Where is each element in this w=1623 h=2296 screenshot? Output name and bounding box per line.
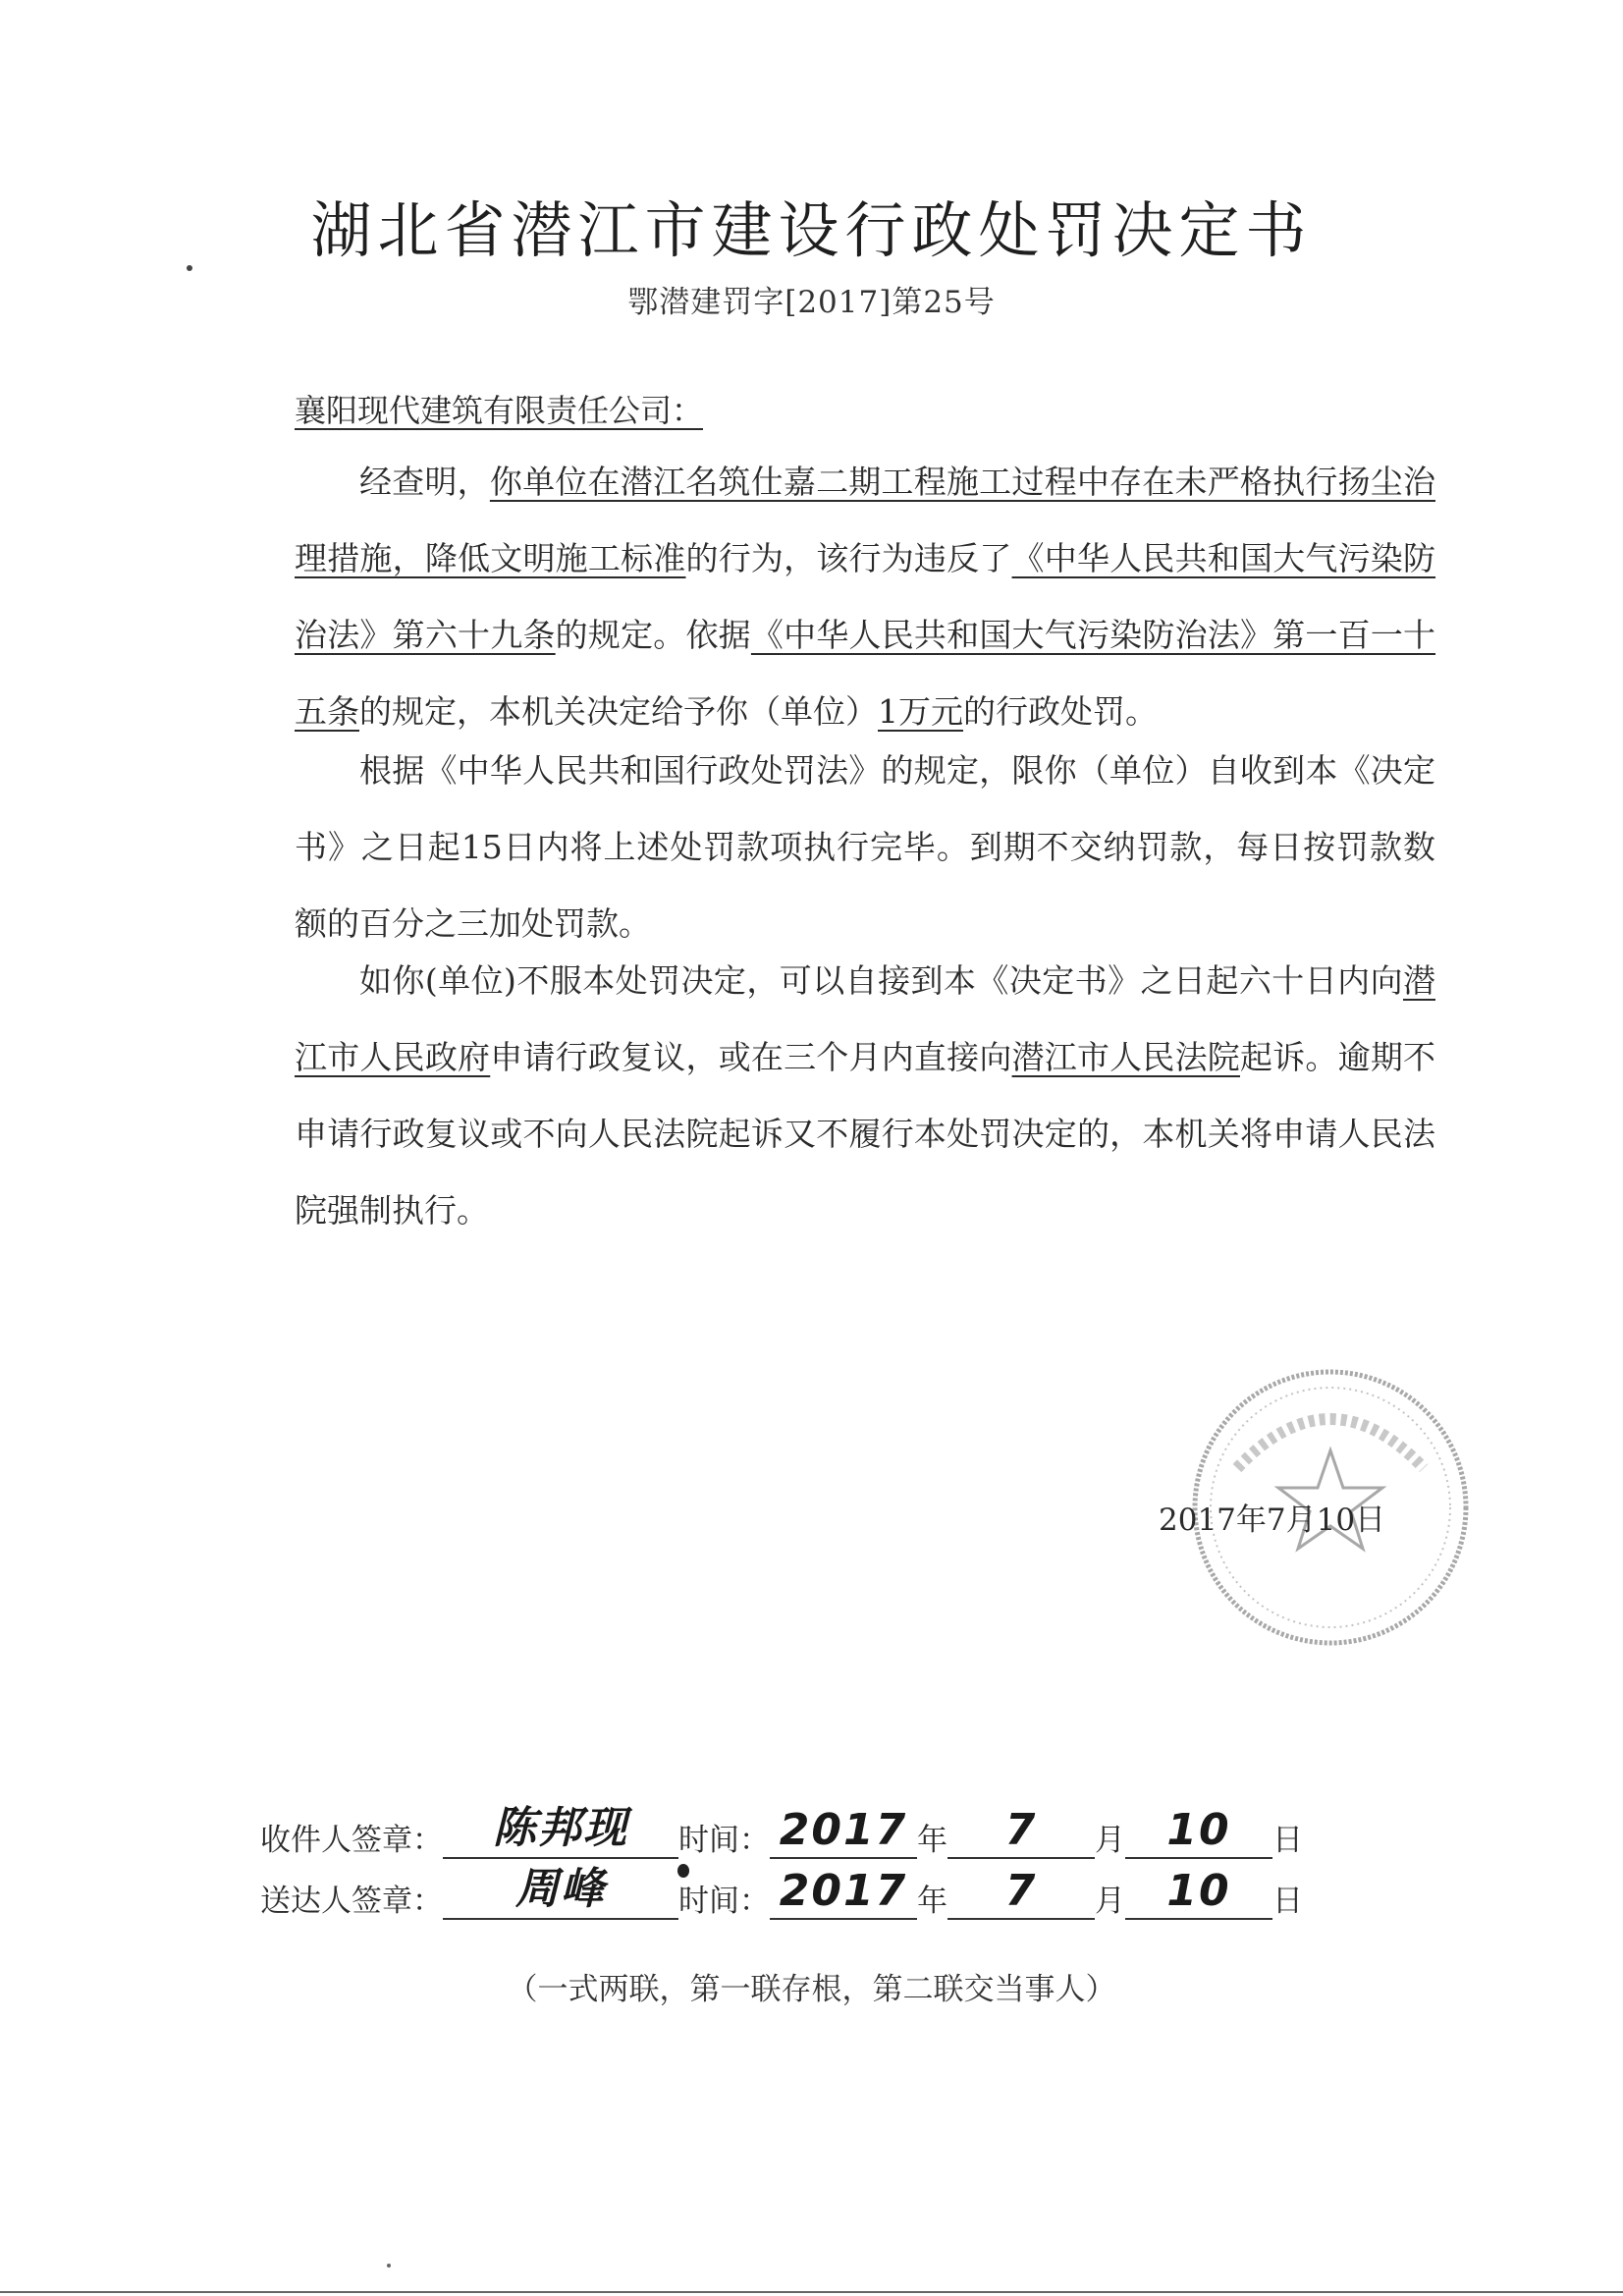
deliverer-row bbox=[260, 1864, 1303, 1920]
p1-text-4: 的行政处罚。 bbox=[963, 692, 1158, 731]
deliverer-signature: 周峰 bbox=[515, 1864, 606, 1914]
paragraph-payment bbox=[295, 733, 1435, 962]
document-title: 湖北省潜江市建设行政处罚决定书 bbox=[310, 194, 1313, 266]
p2-text: 根据《中华人民共和国行政处罚法》的规定，限你（单位）自收到本《决定书》之日起15日内将上述处罚款项执行完毕。到期不交纳罚款，每日按罚款数额的百分之三加处罚款。 bbox=[295, 751, 1435, 943]
addressee: 襄阳现代建筑有限责任公司： bbox=[295, 392, 704, 429]
p1-lead: 经查明， bbox=[359, 463, 490, 501]
deliverer-year-unit: 年 bbox=[917, 1884, 947, 1919]
paragraph-appeal bbox=[295, 943, 1435, 1249]
recipient-day-field bbox=[1125, 1805, 1272, 1859]
p3-government: 潜江市人民政府 bbox=[295, 961, 1435, 1076]
recipient-label: 收件人签章： bbox=[260, 1823, 443, 1858]
recipient-year-unit: 年 bbox=[917, 1823, 947, 1858]
p1-violation: 你单位在潜江名筑仕嘉二期工程施工过程中存在未严格执行扬尘治理措施，降低文明施工标准 bbox=[295, 463, 1435, 577]
recipient-year: 2017 bbox=[779, 1805, 908, 1855]
deliverer-month: 7 bbox=[1004, 1866, 1038, 1916]
recipient-year-field bbox=[770, 1805, 917, 1859]
p3-text: 申请行政复议，或在三个月内直接向 bbox=[490, 1038, 1012, 1076]
paragraph-findings bbox=[295, 444, 1435, 750]
p1-law-violated: 《中华人民共和国大气污染防治法》第六十九条 bbox=[295, 539, 1436, 654]
document-number: 鄂潜建罚字[2017]第25号 bbox=[627, 285, 996, 320]
ink-dot bbox=[677, 1864, 689, 1878]
issue-date: 2017年7月10日 bbox=[1159, 1503, 1386, 1538]
deliverer-month-field bbox=[947, 1866, 1095, 1920]
p1-text-3: 的规定，本机关决定给予你（单位） bbox=[359, 692, 878, 731]
recipient-day: 10 bbox=[1166, 1805, 1231, 1855]
deliverer-day-field bbox=[1125, 1866, 1272, 1920]
p3-court: 潜江市人民法院 bbox=[1011, 1038, 1240, 1076]
p1-text: 的行为，该行为违反了 bbox=[685, 539, 1012, 577]
deliverer-year-field bbox=[770, 1866, 917, 1920]
deliverer-time-label: 时间： bbox=[678, 1884, 770, 1919]
p3-lead: 如你(单位)不服本处罚决定，可以自接到本《决定书》之日起六十日内向 bbox=[359, 961, 1403, 1000]
p1-fine-amount: 1万元 bbox=[878, 692, 963, 731]
p3-text-2: 起诉。逾期不申请行政复议或不向人民法院起诉又不履行本处罚决定的，本机关将申请人民法院强制执行。 bbox=[295, 1038, 1436, 1230]
p1-text-2: 的规定。依据 bbox=[555, 616, 751, 654]
copy-note: （一式两联，第一联存根，第二联交当事人） bbox=[507, 1972, 1116, 2007]
p1-law-basis: 《中华人民共和国大气污染防治法》第一百一十五条 bbox=[295, 616, 1436, 731]
recipient-day-unit: 日 bbox=[1272, 1823, 1303, 1858]
recipient-signature: 陈邦现 bbox=[493, 1803, 628, 1853]
recipient-month-field bbox=[947, 1805, 1095, 1859]
recipient-row bbox=[260, 1803, 1303, 1859]
recipient-time-label: 时间： bbox=[678, 1823, 770, 1858]
scan-speck-2 bbox=[387, 2264, 391, 2268]
deliverer-month-unit: 月 bbox=[1095, 1884, 1125, 1919]
deliverer-day-unit: 日 bbox=[1272, 1884, 1303, 1919]
scan-edge-line bbox=[0, 2291, 1623, 2293]
deliverer-year: 2017 bbox=[779, 1866, 908, 1916]
recipient-month-unit: 月 bbox=[1095, 1823, 1125, 1858]
deliverer-day: 10 bbox=[1166, 1866, 1231, 1916]
deliverer-label: 送达人签章： bbox=[260, 1884, 443, 1919]
recipient-month: 7 bbox=[1004, 1805, 1038, 1855]
deliverer-signature-field bbox=[443, 1864, 678, 1920]
